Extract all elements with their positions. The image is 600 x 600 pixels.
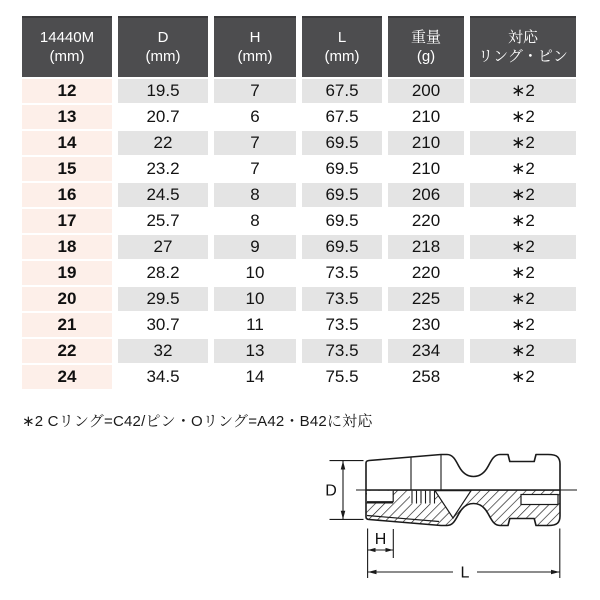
table-row-19 xyxy=(22,261,576,285)
value-cell: 73.5 xyxy=(302,313,382,337)
table-row-14 xyxy=(22,131,576,155)
column-header-4 xyxy=(388,16,464,77)
value-cell: 218 xyxy=(388,235,464,259)
column-header-unit: (mm) xyxy=(237,48,273,65)
row-id-cell: 12 xyxy=(22,79,112,103)
dim-label-d: D xyxy=(325,482,337,500)
column-header-3 xyxy=(302,16,382,77)
row-id-cell: 14 xyxy=(22,131,112,155)
value-cell: ∗2 xyxy=(470,157,576,181)
column-header-title: L xyxy=(337,28,347,46)
header-row xyxy=(22,16,576,77)
table-row-20 xyxy=(22,287,576,311)
value-cell: 7 xyxy=(214,157,296,181)
column-header-1 xyxy=(118,16,208,77)
row-id-cell: 17 xyxy=(22,209,112,233)
serration-zone xyxy=(410,491,435,504)
value-cell: 67.5 xyxy=(302,79,382,103)
value-cell: ∗2 xyxy=(470,183,576,207)
row-id-cell: 18 xyxy=(22,235,112,259)
value-cell: 73.5 xyxy=(302,261,382,285)
value-cell: 210 xyxy=(388,131,464,155)
value-cell: 7 xyxy=(214,131,296,155)
value-cell: 29.5 xyxy=(118,287,208,311)
value-cell: 230 xyxy=(388,313,464,337)
value-cell: ∗2 xyxy=(470,313,576,337)
value-cell: 24.5 xyxy=(118,183,208,207)
value-cell: 19.5 xyxy=(118,79,208,103)
value-cell: 9 xyxy=(214,235,296,259)
pin-hole-slot xyxy=(521,495,558,505)
footnote: ∗2 Cリング=C42/ピン・Oリング=A42・B42に対応 xyxy=(22,413,373,430)
value-cell: 206 xyxy=(388,183,464,207)
value-cell: ∗2 xyxy=(470,365,576,389)
hex-recess xyxy=(367,491,393,502)
value-cell: 220 xyxy=(388,261,464,285)
column-header-0 xyxy=(22,16,112,77)
value-cell: 22 xyxy=(118,131,208,155)
value-cell: 225 xyxy=(388,287,464,311)
table-row-21 xyxy=(22,313,576,337)
column-header-title: 重量 xyxy=(410,28,441,46)
technical-drawing xyxy=(281,432,593,598)
value-cell: 200 xyxy=(388,79,464,103)
column-header-title: D xyxy=(157,28,169,46)
column-header-unit: (mm) xyxy=(145,48,181,65)
value-cell: 258 xyxy=(388,365,464,389)
value-cell: 75.5 xyxy=(302,365,382,389)
value-cell: 23.2 xyxy=(118,157,208,181)
value-cell: 30.7 xyxy=(118,313,208,337)
table-row-12 xyxy=(22,79,576,103)
value-cell: 73.5 xyxy=(302,287,382,311)
column-header-5 xyxy=(470,16,576,77)
value-cell: ∗2 xyxy=(470,287,576,311)
column-header-unit: リング・ピン xyxy=(478,48,568,65)
value-cell: 69.5 xyxy=(302,131,382,155)
value-cell: 69.5 xyxy=(302,235,382,259)
value-cell: 10 xyxy=(214,261,296,285)
table-row-16 xyxy=(22,183,576,207)
value-cell: 28.2 xyxy=(118,261,208,285)
row-id-cell: 24 xyxy=(22,365,112,389)
value-cell: 14 xyxy=(214,365,296,389)
value-cell: 69.5 xyxy=(302,183,382,207)
value-cell: 11 xyxy=(214,313,296,337)
value-cell: 8 xyxy=(214,209,296,233)
column-header-2 xyxy=(214,16,296,77)
value-cell: 32 xyxy=(118,339,208,363)
value-cell: 25.7 xyxy=(118,209,208,233)
value-cell: 210 xyxy=(388,157,464,181)
value-cell: 27 xyxy=(118,235,208,259)
table-row-13 xyxy=(22,105,576,129)
row-id-cell: 20 xyxy=(22,287,112,311)
table-row-24 xyxy=(22,365,576,389)
value-cell: 69.5 xyxy=(302,209,382,233)
row-id-cell: 15 xyxy=(22,157,112,181)
value-cell: ∗2 xyxy=(470,79,576,103)
column-header-unit: (g) xyxy=(416,48,436,65)
value-cell: 7 xyxy=(214,79,296,103)
column-header-title: 対応 xyxy=(507,28,538,46)
value-cell: ∗2 xyxy=(470,339,576,363)
table-row-18 xyxy=(22,235,576,259)
table-row-15 xyxy=(22,157,576,181)
value-cell: 73.5 xyxy=(302,339,382,363)
value-cell: 8 xyxy=(214,183,296,207)
table-row-17 xyxy=(22,209,576,233)
value-cell: 6 xyxy=(214,105,296,129)
row-id-cell: 22 xyxy=(22,339,112,363)
value-cell: 67.5 xyxy=(302,105,382,129)
value-cell: ∗2 xyxy=(470,261,576,285)
value-cell: ∗2 xyxy=(470,209,576,233)
value-cell: 234 xyxy=(388,339,464,363)
column-header-title: H xyxy=(249,28,261,46)
value-cell: ∗2 xyxy=(470,105,576,129)
value-cell: 34.5 xyxy=(118,365,208,389)
value-cell: ∗2 xyxy=(470,131,576,155)
table-row-22 xyxy=(22,339,576,363)
value-cell: 10 xyxy=(214,287,296,311)
dim-label-l: L xyxy=(460,564,470,582)
spec-table xyxy=(16,14,582,391)
value-cell: ∗2 xyxy=(470,235,576,259)
row-id-cell: 21 xyxy=(22,313,112,337)
value-cell: 210 xyxy=(388,105,464,129)
row-id-cell: 19 xyxy=(22,261,112,285)
column-header-title: 14440M xyxy=(39,28,95,46)
value-cell: 69.5 xyxy=(302,157,382,181)
row-id-cell: 16 xyxy=(22,183,112,207)
column-header-unit: (mm) xyxy=(49,48,85,65)
socket-outline-upper xyxy=(366,455,560,491)
dim-label-h: H xyxy=(374,531,387,548)
row-id-cell: 13 xyxy=(22,105,112,129)
column-header-unit: (mm) xyxy=(324,48,360,65)
value-cell: 20.7 xyxy=(118,105,208,129)
value-cell: 220 xyxy=(388,209,464,233)
value-cell: 13 xyxy=(214,339,296,363)
